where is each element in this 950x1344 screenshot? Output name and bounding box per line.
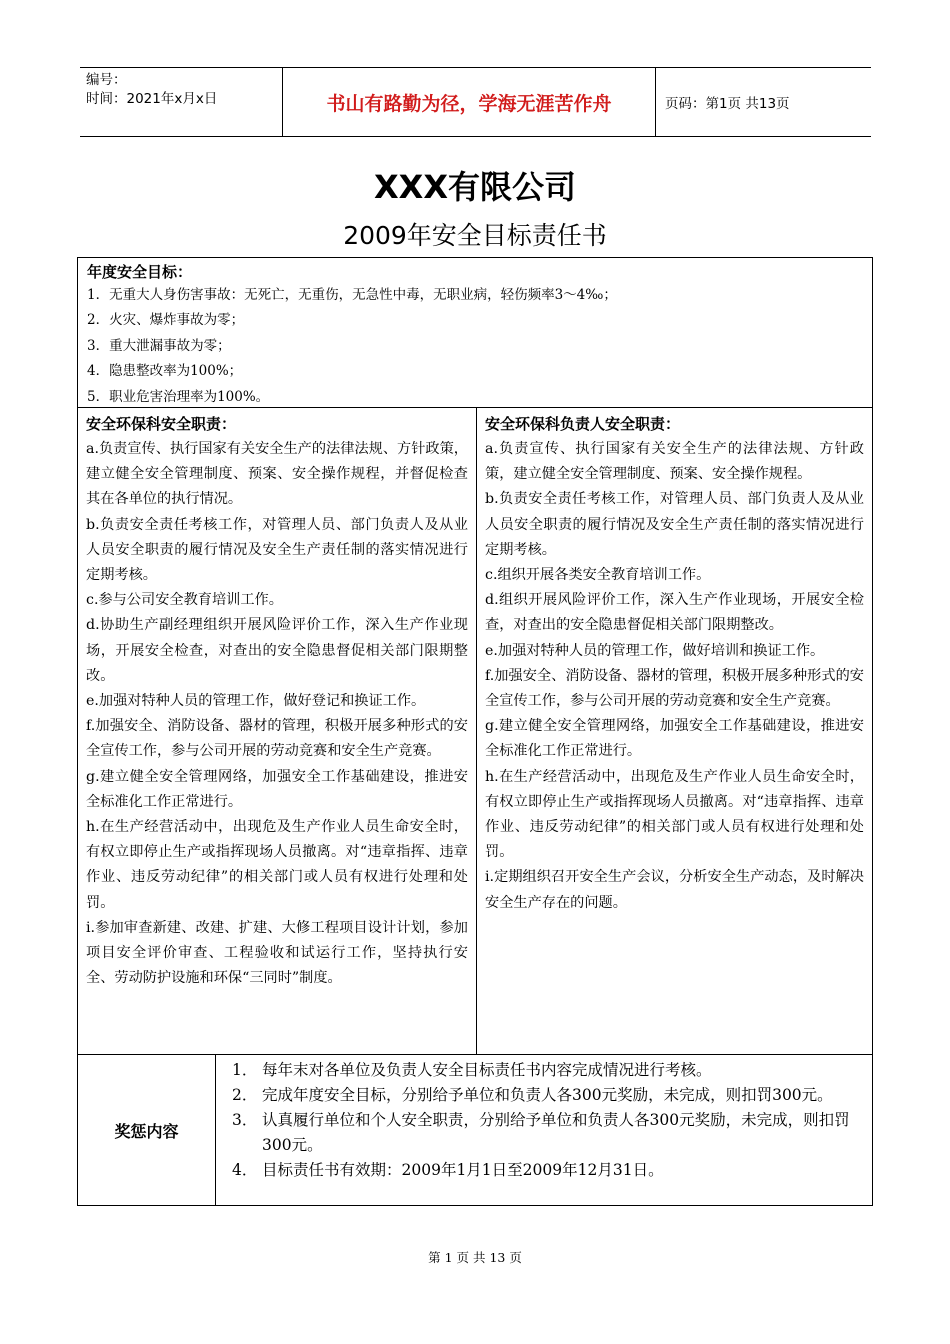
reward-item [224,1058,864,1083]
reward-item-text: 认真履行单位和个人安全职责，分别给予单位和负责人各300元奖励，未完成，则扣罚300元。 [262,1111,850,1154]
duty-item: f.加强安全、消防设备、器材的管理，积极开展多种形式的安全宣传工作，参与公司开展的劳动竞赛和安全生产竞赛。 [86,718,468,760]
responsibility-table [77,257,873,1206]
document-time: 时间：2021年x月x日 [86,91,218,107]
head-duties-heading: 安全环保科负责人安全职责： [485,415,681,433]
rewards-list [216,1055,872,1205]
document-number-label: 编号： [86,72,127,88]
duty-item: i.定期组织召开安全生产会议，分析安全生产动态，及时解决安全生产存在的问题。 [485,869,864,911]
duty-item: g.建立健全安全管理网络，加强安全工作基础建设，推进安全标准化工作正常进行。 [86,768,468,810]
duty-item: h.在生产经营活动中，出现危及生产作业人员生命安全时，有权立即停止生产或指挥现场人员撤离。对“违章指挥、违章作业、违反劳动纪律”的相关部门或人员有权进行处理和处罚。 [485,768,864,861]
duty-item: g.建立健全安全管理网络，加强安全工作基础建设，推进安全标准化工作正常进行。 [485,718,864,760]
duty-item: f.加强安全、消防设备、器材的管理，积极开展多种形式的安全宣传工作，参与公司开展的劳动竞赛和安全生产竞赛。 [485,667,864,710]
head-duties-column [477,408,872,1054]
duty-item: c.参与公司安全教育培训工作。 [86,592,283,609]
duties-section [78,408,872,1055]
duty-item: b.负责安全责任考核工作，对管理人员、部门负责人及从业人员安全职责的履行情况及安全生产责任制的落实情况进行定期考核。 [485,491,864,558]
duty-item: i.参加审查新建、改建、扩建、大修工程项目设计计划，参加项目安全评价审查、工程验收和试运行工作，坚持执行安全、劳动防护设施和环保“三同时”制度。 [86,919,468,987]
duty-item: e.加强对特种人员的管理工作，做好登记和换证工作。 [86,693,426,710]
header-meta [86,71,276,109]
goal-item: 4．隐患整改率为100%； [87,363,243,380]
duty-item: b.负责安全责任考核工作，对管理人员、部门负责人及从业人员安全职责的履行情况及安全生产责任制的落实情况进行定期考核。 [86,516,468,584]
duty-item: d.协助生产副经理组织开展风险评价工作，深入生产作业现场，开展安全检查，对查出的安全隐患督促相关部门限期整改。 [86,617,468,684]
annual-goals-heading: 年度安全目标： [87,263,193,281]
reward-item-text: 目标责任书有效期：2009年1月1日至2009年12月31日。 [262,1161,664,1179]
duty-item: d.组织开展风险评价工作，深入生产作业现场，开展安全检查，对查出的安全隐患督促相关部门限期整改。 [485,592,864,634]
annual-goals-section [78,258,872,408]
reward-item [224,1158,864,1183]
duty-item: a.负责宣传、执行国家有关安全生产的法律法规、方针政策，建立健全安全管理制度、预案、安全操作规程。 [485,441,864,483]
company-title: XXX有限公司 [373,168,577,206]
reward-item-text: 完成年度安全目标，分别给予单位和负责人各300元奖励，未完成，则扣罚300元。 [262,1086,833,1104]
reward-item-number: 3． [232,1111,258,1129]
reward-item-number: 2． [232,1086,258,1104]
rewards-section [78,1055,872,1205]
duty-item: e.加强对特种人员的管理工作，做好培训和换证工作。 [485,642,825,659]
reward-item [224,1083,864,1108]
goal-item: 2．火灾、爆炸事故为零； [87,312,245,329]
reward-item [224,1108,864,1158]
duty-item: a.负责宣传、执行国家有关安全生产的法律法规、方针政策，建立健全安全管理制度、预案、安全操作规程，并督促检查其在各单位的执行情况。 [86,441,468,508]
page-footer: 第 1 页 共 13 页 [428,1250,522,1265]
goal-item: 1．无重大人身伤害事故：无死亡，无重伤，无急性中毒，无职业病，轻伤频率3～4‰； [87,287,617,303]
duty-item: c.组织开展各类安全教育培训工作。 [485,567,711,584]
reward-item-number: 1． [232,1061,258,1079]
dept-duties-heading: 安全环保科安全职责： [86,415,237,433]
goal-item: 3．重大泄漏事故为零； [87,337,231,354]
reward-item-text: 每年末对各单位及负责人安全目标责任书内容完成情况进行考核。 [262,1061,712,1079]
document-subtitle: 2009年安全目标责任书 [343,221,607,250]
reward-item-number: 4． [232,1161,258,1179]
header-slogan: 书山有路勤为径，学海无涯苦作舟 [282,68,656,136]
page-header [80,67,871,137]
dept-duties-column [78,408,477,1054]
duty-item: h.在生产经营活动中，出现危及生产作业人员生命安全时，有权立即停止生产或指挥现场人员撤离。对“违章指挥、违章作业、违反劳动纪律”的相关部门或人员有权进行处理和处罚。 [86,819,468,911]
goal-item: 5．职业危害治理率为100%。 [87,388,270,405]
header-page-info: 页码：第1页 共13页 [665,96,790,112]
rewards-label: 奖惩内容 [78,1055,216,1205]
